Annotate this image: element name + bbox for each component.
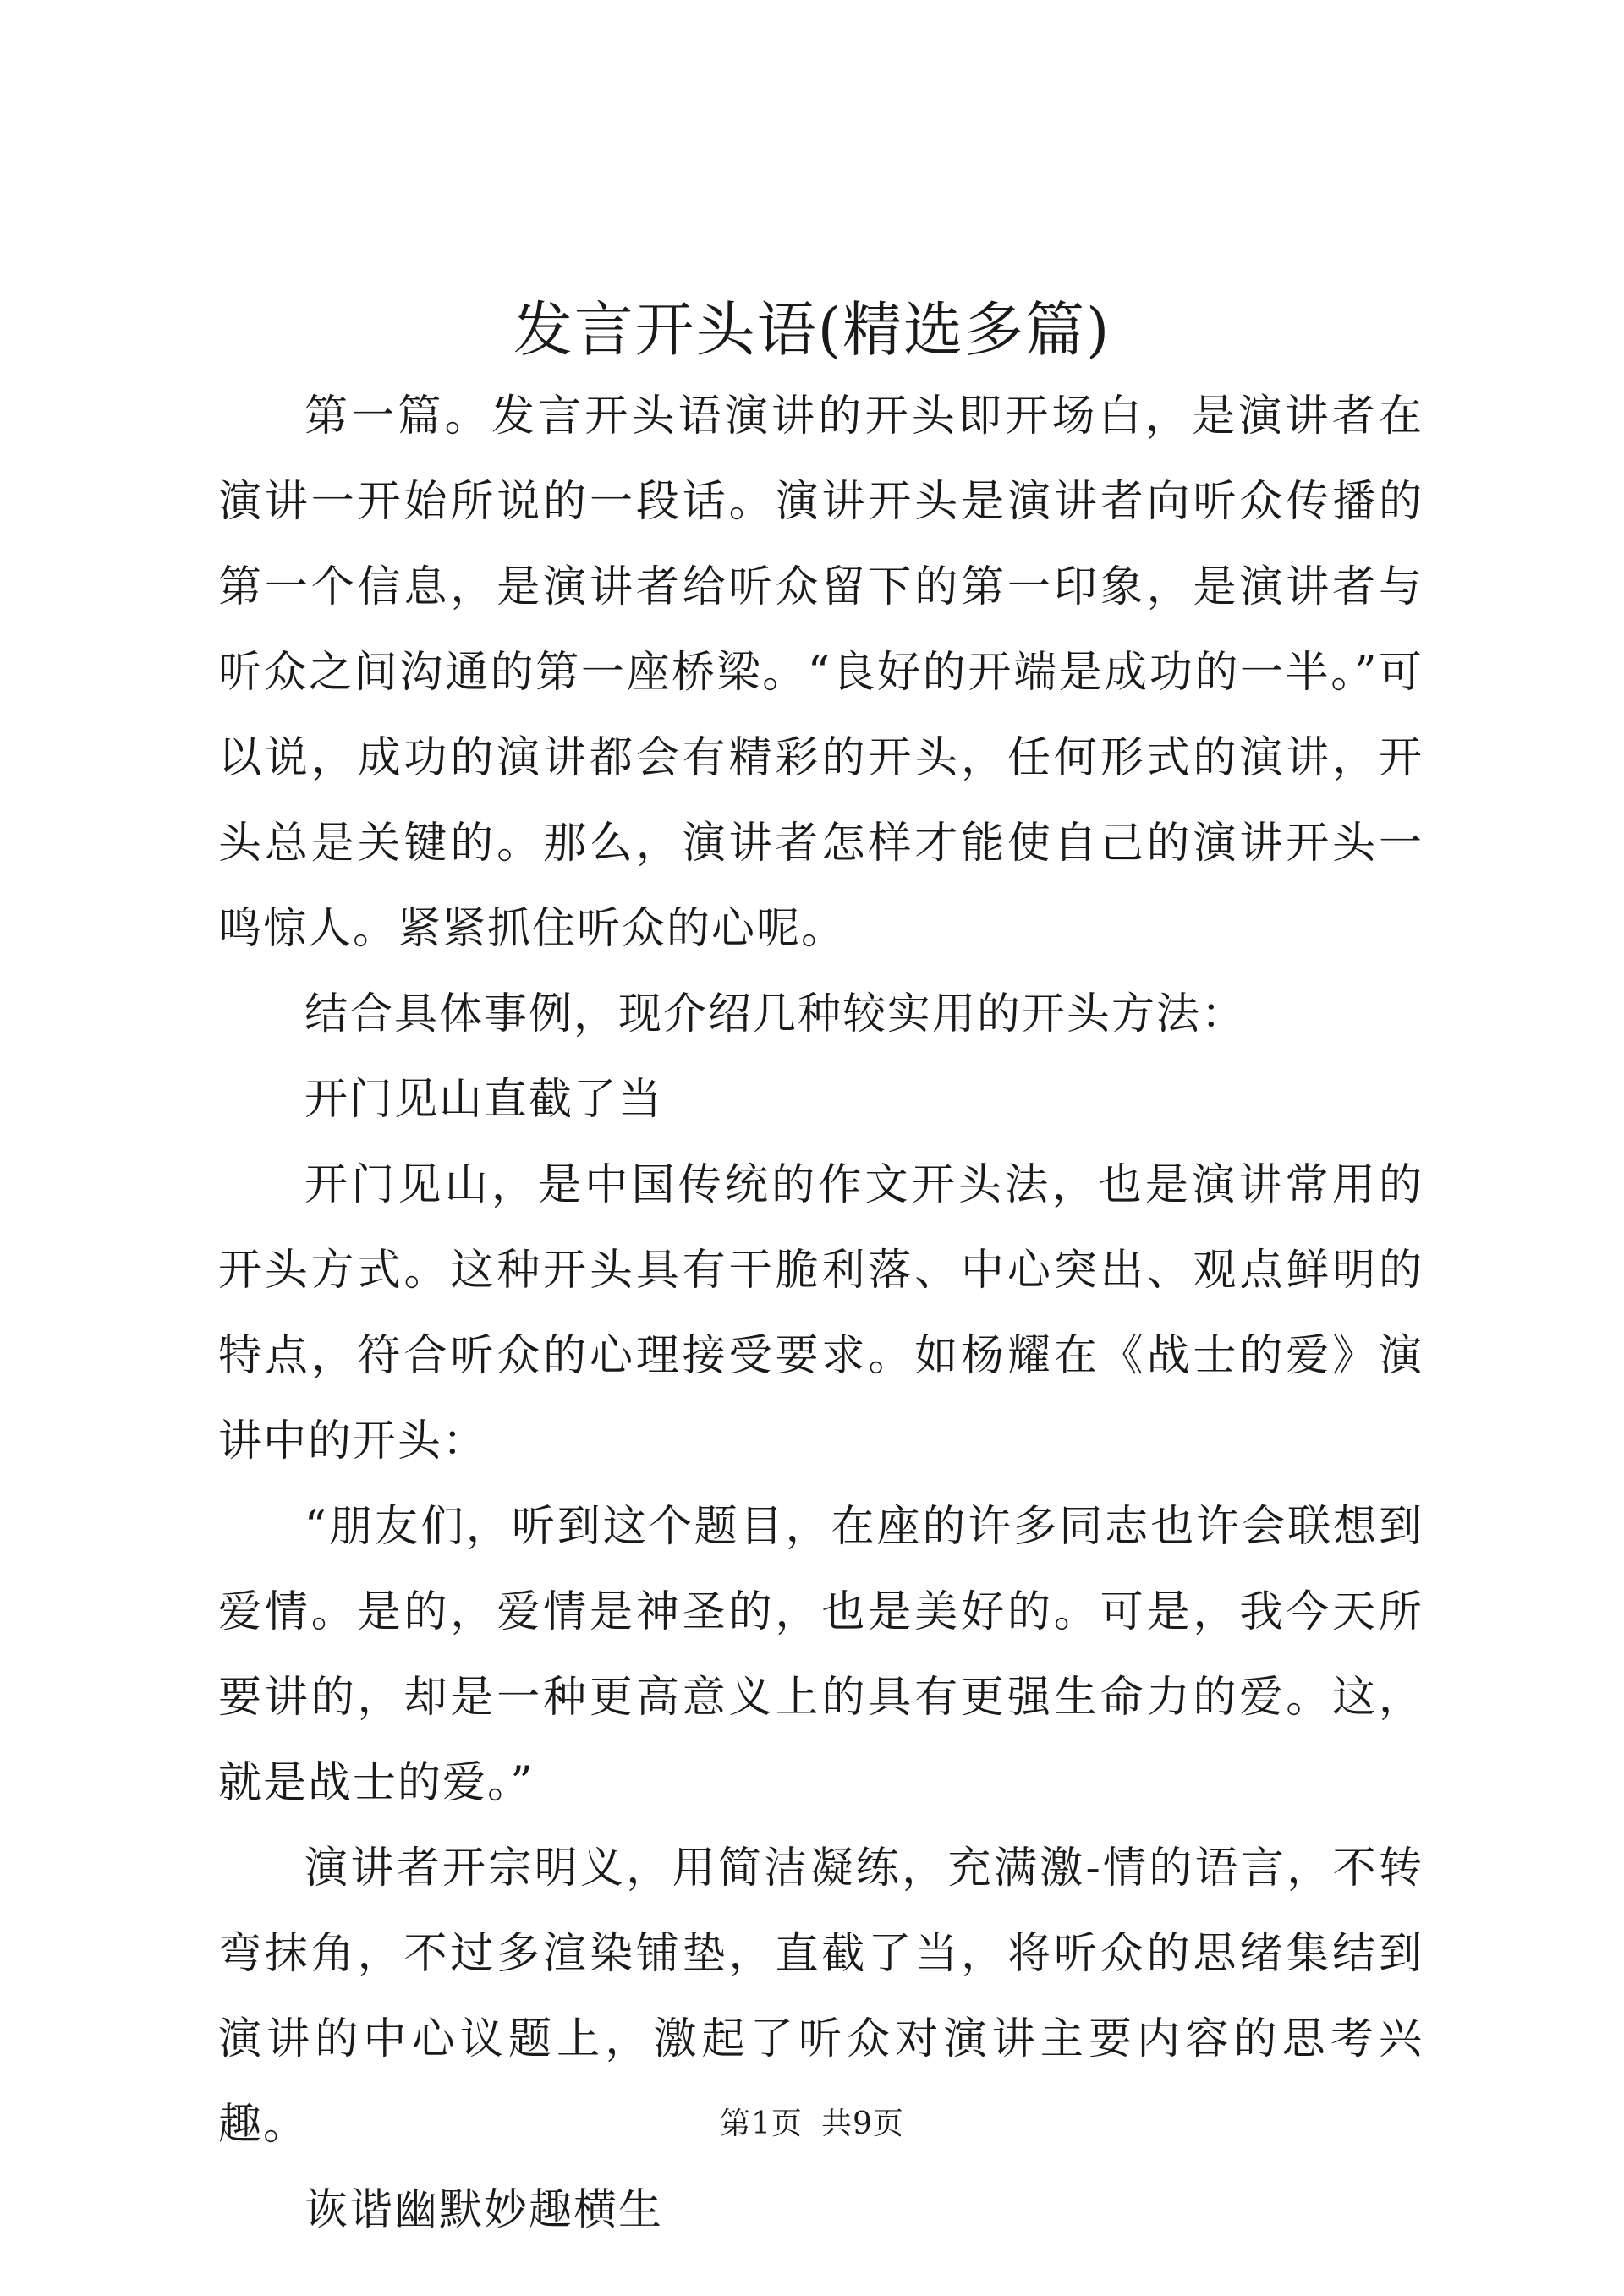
paragraph-direct-explanation: 开门见山，是中国传统的作文开头法，也是演讲常用的开头方式。这种开头具有干脆利落、中心突出、观点鲜明的特点，符合听众的心理接受要求。如杨耀在《战士的爱》演讲中的开头： [218, 1160, 1424, 1466]
paragraph-quote: “朋友们，听到这个题目，在座的许多同志也许会联想到爱情。是的，爱情是神圣的，也是美好的。可是，我今天所要讲的，却是一种更高意义上的具有更强生命力的爱。这，就是战士的爱。” [218, 1502, 1424, 1808]
section-heading-humor: 诙谐幽默妙趣横生 [304, 2185, 664, 2235]
document-title: 发言开头语(精选多篇) [513, 295, 1111, 364]
document-body [218, 374, 1424, 2253]
paragraph-analysis: 演讲者开宗明义，用简洁凝练，充满激-情的语言，不转弯抹角，不过多渲染铺垫，直截了当，将听众的思绪集结到演讲的中心议题上，激起了听众对演讲主要内容的思考兴趣。 [218, 1844, 1424, 2150]
page-total: 共9页 [821, 2107, 904, 2141]
paragraph-intro: 第一篇。发言开头语演讲的开头即开场白，是演讲者在演讲一开始所说的一段话。演讲开头是演讲者向听众传播的第一个信息，是演讲者给听众留下的第一印象，是演讲者与听众之间沟通的第一座桥梁。“良好的开端是成功的一半。”可以说，成功的演讲都会有精彩的开头，任何形式的演讲，开头总是关键的。那么，演讲者怎样才能使自己的演讲开头一鸣惊人。紧紧抓住听众的心呢。 [218, 392, 1424, 954]
page-footer [0, 2103, 1624, 2145]
page-number: 第1页 [720, 2107, 803, 2141]
section-heading-direct: 开门见山直截了当 [304, 1075, 664, 1125]
paragraph-methods-intro: 结合具体事例，现介绍几种较实用的开头方法： [304, 989, 1247, 1039]
